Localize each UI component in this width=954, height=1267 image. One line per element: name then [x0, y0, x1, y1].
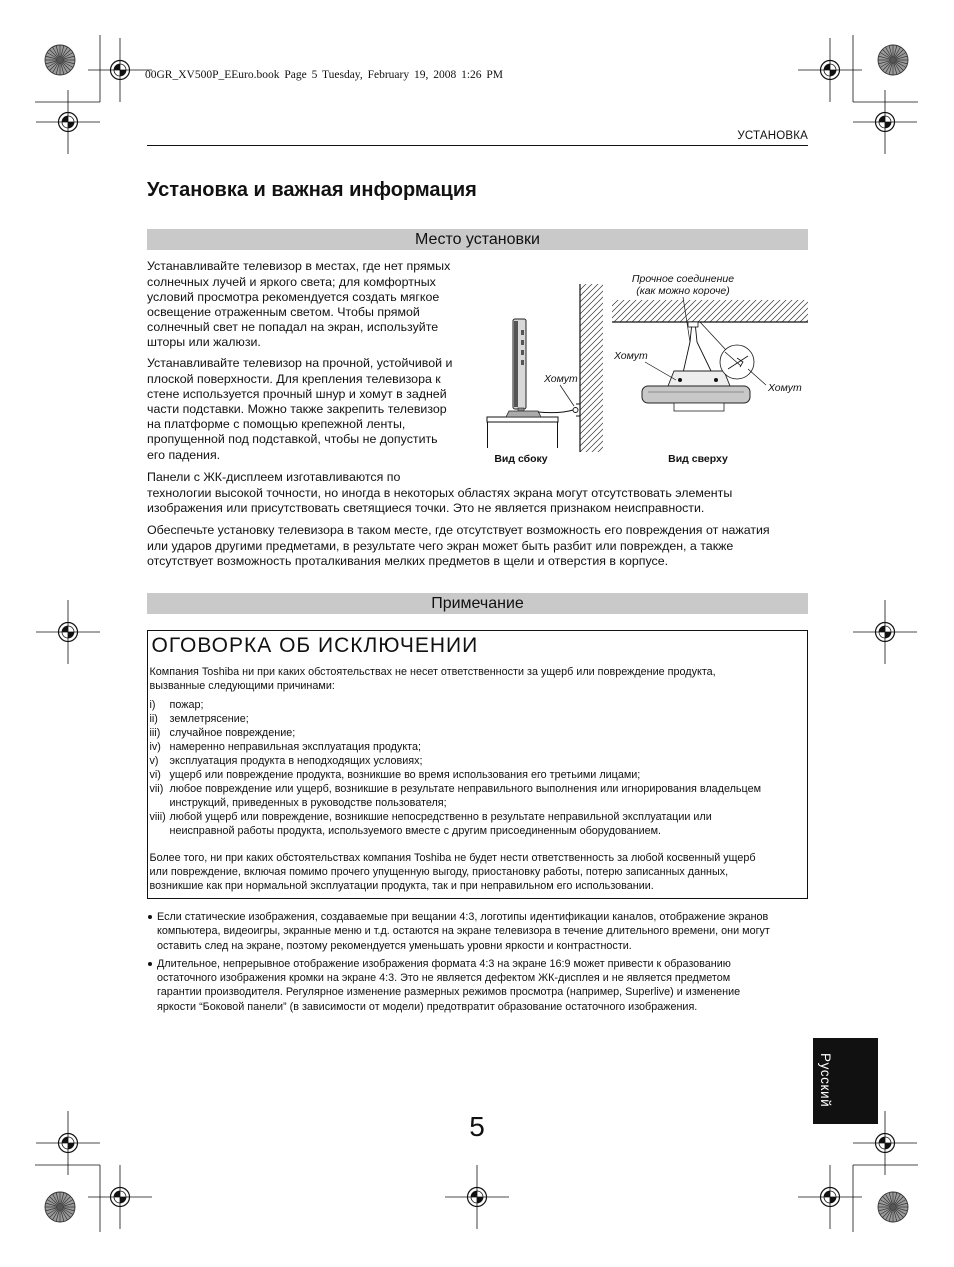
note-bullet — [147, 910, 770, 953]
text-line: случайное повреждение; — [169, 726, 296, 739]
text-line: Панели с ЖК-дисплеем изготавливаются по — [147, 470, 401, 485]
disclaimer-intro — [150, 665, 716, 693]
text-line: Устанавливайте телевизор на прочной, устойчивой и — [147, 356, 453, 371]
page-title: Установка и важная информация — [147, 179, 477, 201]
text-line: освещение отраженным светом. Чтобы прямой — [147, 305, 420, 319]
registration-mark — [798, 38, 862, 102]
text-line: или повреждение, включая помимо прочего упущенную выгоду, приостановку работы, потерю записанных данных, — [149, 865, 729, 878]
section-heading-placement — [147, 229, 808, 250]
text-line: стене используется прочный шнур и хомут в задней — [147, 386, 447, 401]
item-text — [170, 726, 296, 740]
item-number: iii) — [149, 726, 161, 739]
text-line: любое повреждение или ущерб, возникшие в результате неправильного выполнения или игнорирования владельцем — [169, 783, 762, 796]
text-line: части подставки. Можно также закрепить телевизор — [147, 402, 447, 416]
text-line: на платформе с помощью крепежной ленты, — [147, 417, 406, 432]
disclaimer-item — [150, 768, 762, 782]
installation-diagram — [480, 265, 810, 470]
text-line: Длительное, непрерывное отображение изображения формата 4:3 на экране 16:9 может привести к образованию — [157, 957, 731, 970]
text-line: возникшие как при нормальной эксплуатации продукта, так и при неправильном его использовании. — [149, 879, 654, 892]
note-bullets — [147, 910, 770, 1018]
clamp-label-side: Хомут — [544, 373, 578, 385]
starburst-mark — [45, 45, 75, 75]
text-line: пожар; — [169, 698, 204, 711]
magnifier-circle — [720, 345, 754, 379]
disclaimer-closing — [150, 851, 756, 893]
language-tab-label: Русский — [818, 1053, 833, 1108]
running-head: УСТАНОВКА — [737, 130, 808, 142]
strong-connection-note: (как можно короче) — [636, 285, 730, 297]
registration-mark — [36, 90, 100, 154]
text-line: компьютера, видеоигры, экранные меню и т.д. остаются на экране телевизора в течение длительного времени, они могут — [157, 925, 770, 938]
item-text — [170, 712, 249, 726]
item-number: iv) — [149, 740, 161, 753]
tv-side-view — [506, 319, 541, 417]
item-text — [170, 740, 422, 754]
registration-mark — [36, 600, 100, 664]
placement-para-4 — [147, 523, 770, 569]
text-line: яркости “Боковой панели” (в зависимости от модели) предотвратит образование остаточного изображения. — [157, 1000, 698, 1013]
disclaimer-item — [150, 810, 762, 838]
clamp-leader-side — [560, 385, 574, 406]
disclaimer-item — [150, 782, 762, 810]
top-view-caption: Вид сверху — [668, 453, 728, 465]
print-header: 00GR_XV500P_EEuro.book Page 5 Tuesday, February 19, 2008 1:26 PM — [145, 69, 504, 81]
disclaimer-title: ОГОВОРКА ОБ ИСКЛЮЧЕНИИ — [151, 633, 479, 657]
bullet-icon — [148, 962, 152, 966]
item-text — [170, 698, 204, 712]
stand-platform — [487, 417, 558, 448]
text-line: остаточного изображения кромки на экране 4:3. Это не является дефектом ЖК-дисплея и не является предметом — [157, 972, 731, 985]
item-number: v) — [149, 754, 159, 767]
placement-para-2 — [147, 356, 452, 462]
disclaimer-item — [150, 712, 762, 726]
text-line: условий просмотра рекомендуется создать мягкое — [147, 289, 440, 304]
disclaimer-item — [150, 740, 762, 754]
text-line: Если статические изображения, создаваемые при вещании 4:3, логотипы идентификации каналов, отображение экранов — [157, 910, 769, 923]
item-number: vi) — [149, 768, 161, 781]
text-line: шторы или жалюзи. — [147, 335, 261, 350]
text-line: технологии высокой точности, но иногда в некоторых областях экрана могут отсутствовать элементы — [147, 485, 733, 500]
page-number: 5 — [469, 1111, 485, 1142]
clamp-leader-top-right — [748, 369, 766, 385]
text-line: плоской поверхности. Для крепления телевизора к — [147, 371, 441, 386]
wall-side-view — [580, 284, 603, 452]
text-line: землетрясение; — [169, 712, 249, 725]
section-heading-label: Примечание — [431, 595, 524, 612]
text-line: солнечный свет не попадал на экран, используйте — [147, 320, 439, 335]
registration-mark — [88, 38, 152, 102]
starburst-mark — [878, 1192, 908, 1222]
side-view-caption: Вид сбоку — [494, 453, 548, 465]
language-tab — [813, 1038, 878, 1124]
starburst-mark — [878, 45, 908, 75]
item-number: viii) — [149, 811, 166, 824]
registration-mark — [853, 90, 917, 154]
strong-connection-label: Прочное соединение — [631, 273, 735, 285]
note-bullet — [147, 957, 770, 1015]
section-heading-note — [147, 593, 808, 614]
clamp-label-top-right: Хомут — [768, 382, 802, 394]
text-line: изображения или присутствовать светящиеся точки. Это не является признаком неисправности. — [147, 500, 705, 515]
item-number: vii) — [149, 783, 164, 796]
bullet-icon — [148, 915, 152, 919]
item-number: ii) — [149, 712, 158, 725]
disclaimer-item — [150, 726, 762, 740]
text-line: гарантии производителя. Регулярное изменение размерных режимов просмотра (например, Superlive) и изменение — [157, 986, 741, 999]
text-line: отсутствует возможность проталкивания мелких предметов в щели и отверстия в корпусе. — [147, 553, 669, 568]
text-line: инструкций, приведенных в руководстве пользователя; — [169, 797, 447, 810]
disclaimer-item — [150, 698, 762, 712]
text-line: оставить след на экране, поэтому рекомендуется уменьшать уровни яркости и контрастности. — [157, 939, 632, 952]
disclaimer-list — [150, 698, 762, 839]
clamp-label-top-left: Хомут — [614, 350, 648, 362]
item-number: i) — [149, 698, 156, 711]
disclaimer-item — [150, 754, 762, 768]
text-line: намеренно неправильная эксплуатация продукта; — [169, 740, 421, 753]
registration-mark — [853, 600, 917, 664]
text-line: его падения. — [147, 447, 221, 462]
item-text — [170, 754, 423, 768]
wall-top-view — [612, 300, 808, 322]
item-text — [170, 810, 712, 838]
section-heading-label: Место установки — [415, 231, 540, 248]
header-rule — [147, 145, 808, 146]
text-line: Обеспечьте установку телевизора в таком месте, где отсутствует возможность его повреждения от нажатия — [147, 523, 770, 538]
bullet-text — [157, 910, 770, 953]
item-text — [170, 782, 762, 810]
registration-mark — [445, 1165, 509, 1229]
text-line: эксплуатация продукта в неподходящих условиях; — [169, 754, 423, 767]
text-line: или ударов другими предметами, в результате чего экран может быть разбит или поврежден, а также — [147, 538, 734, 553]
text-line: Более того, ни при каких обстоятельствах компания Toshiba не будет нести ответственность за любой косвенный ущерб — [149, 851, 756, 864]
starburst-mark — [45, 1192, 75, 1222]
clamp-leader-top-left — [645, 362, 676, 380]
strap-lines — [683, 322, 726, 373]
text-line: вызванные следующими причинами: — [149, 679, 335, 692]
text-line: неисправной работы продукта, используемого вместе с другим присоединенным оборудованием. — [169, 825, 662, 838]
bullet-text — [157, 957, 770, 1015]
text-line: любой ущерб или повреждение, возникшие непосредственно в результате неправильной эксплуатации или — [169, 811, 712, 824]
text-line: Устанавливайте телевизор в местах, где нет прямых — [147, 259, 451, 274]
text-line: ущерб или повреждение продукта, возникшие во время использования его третьими лицами; — [169, 768, 641, 781]
registration-mark — [798, 1165, 862, 1229]
placement-para-3 — [147, 470, 732, 516]
item-text — [170, 768, 641, 782]
text-line: солнечных лучей и яркого света; для комфортных — [147, 274, 436, 289]
disclaimer-box — [147, 630, 808, 899]
registration-mark — [88, 1165, 152, 1229]
text-line: Компания Toshiba ни при каких обстоятельствах не несет ответственности за ущерб или повреждение продукта, — [149, 665, 716, 678]
placement-para-1 — [147, 259, 450, 350]
text-line: пропущенной под подставкой, чтобы не допустить — [147, 432, 438, 447]
